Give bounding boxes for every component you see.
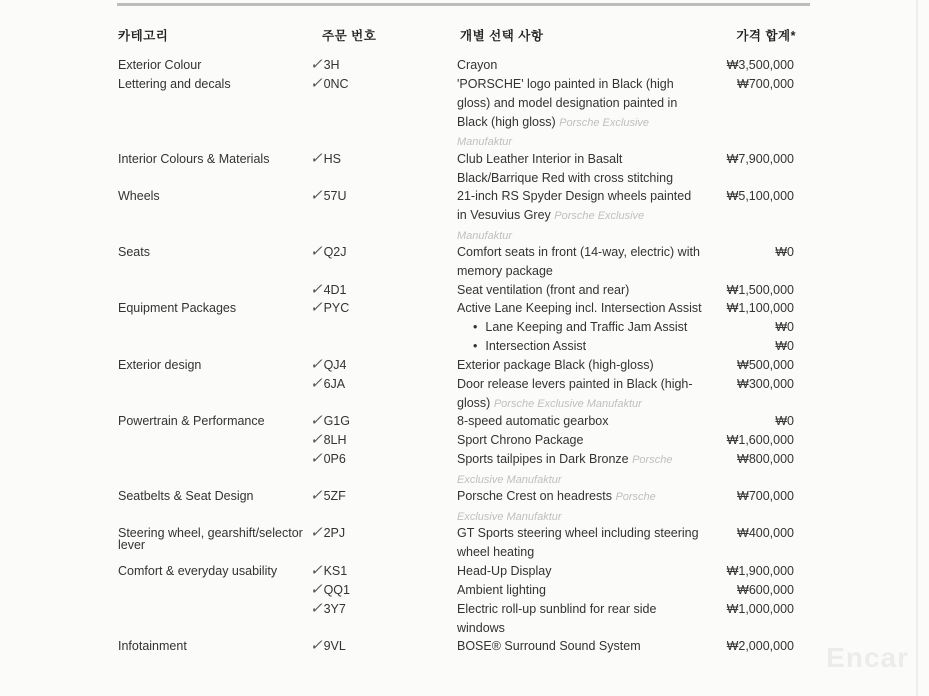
exclusive-manufaktur-note: Porsche Exclusive Manufaktur — [457, 116, 650, 149]
option-description-text: Seat ventilation (front and rear) — [457, 283, 630, 297]
option-description-text: Porsche Crest on headrests — [457, 489, 612, 503]
category-label: Interior Colours & Materials — [118, 152, 270, 166]
check-mark-icon: ✓ — [310, 75, 323, 92]
check-mark-icon: ✓ — [310, 150, 323, 167]
option-price: ₩600,000 — [737, 583, 794, 597]
option-description-text: BOSE® Surround Sound System — [457, 639, 641, 653]
option-code — [310, 562, 347, 581]
option-code-text: 2PJ — [323, 526, 346, 540]
category-label: Powertrain & Performance — [118, 414, 265, 428]
exclusive-manufaktur-note: Porsche Exclusive Manufaktur — [457, 454, 673, 486]
option-description — [457, 150, 702, 188]
option-code — [310, 431, 347, 450]
check-mark-icon: ✓ — [310, 487, 323, 504]
option-description-text: 8-speed automatic gearbox — [457, 414, 609, 428]
category-label: Equipment Packages — [118, 301, 237, 315]
option-code-text: 0NC — [323, 77, 349, 91]
option-description — [457, 581, 702, 600]
option-code-text: KS1 — [323, 564, 348, 578]
category-label: Wheels — [118, 189, 160, 203]
option-description — [457, 318, 718, 337]
option-description-text: Intersection Assist — [485, 339, 587, 353]
page-edge — [916, 0, 918, 696]
option-code-text: PYC — [323, 301, 350, 315]
option-description — [457, 75, 702, 152]
check-mark-icon: ✓ — [310, 356, 323, 373]
option-description-text: Ambient lighting — [457, 583, 546, 597]
option-code — [310, 375, 345, 394]
option-code — [310, 412, 350, 431]
option-code-text: 8LH — [323, 433, 347, 447]
option-price: ₩1,100,000 — [726, 301, 794, 315]
check-mark-icon: ✓ — [310, 431, 323, 448]
option-code — [310, 187, 347, 206]
exclusive-manufaktur-note: Porsche Exclusive Manufaktur — [493, 397, 642, 410]
option-code — [310, 581, 350, 600]
watermark-logo: Encar — [826, 642, 909, 673]
option-price: ₩0 — [775, 245, 794, 259]
check-mark-icon: ✓ — [310, 187, 323, 204]
check-mark-icon: ✓ — [310, 412, 323, 429]
category-label: Exterior Colour — [118, 58, 202, 72]
option-description — [457, 600, 702, 638]
check-mark-icon: ✓ — [310, 637, 323, 654]
option-code-text: 4D1 — [323, 283, 347, 297]
category-label: Seats — [118, 245, 150, 259]
option-description-text: Head-Up Display — [457, 564, 552, 578]
option-price: ₩700,000 — [737, 77, 794, 91]
category-label: Seatbelts & Seat Design — [118, 489, 254, 503]
option-price: ₩0 — [775, 414, 794, 428]
header-option: 개별 선택 사항 — [460, 29, 544, 43]
option-description — [457, 281, 702, 300]
option-code-text: 0P6 — [323, 452, 346, 466]
check-mark-icon: ✓ — [310, 243, 323, 260]
check-mark-icon: ✓ — [310, 281, 323, 298]
option-code-text: G1G — [323, 414, 350, 428]
check-mark-icon: ✓ — [310, 562, 323, 579]
option-code — [310, 524, 345, 543]
check-mark-icon: ✓ — [310, 524, 323, 541]
option-code-text: 3H — [323, 58, 340, 72]
option-price: ₩0 — [775, 339, 794, 353]
option-description-text: GT Sports steering wheel including steering wheel heating — [457, 526, 699, 559]
option-price: ₩5,100,000 — [726, 189, 794, 203]
exclusive-manufaktur-note: Porsche Exclusive Manufaktur — [457, 209, 645, 242]
option-description-text: 21-inch RS Spyder Design wheels painted in Vesuvius Grey — [457, 189, 692, 222]
option-price: ₩3,500,000 — [726, 58, 794, 72]
category-label: Comfort & everyday usability — [118, 564, 278, 578]
option-price: ₩300,000 — [737, 377, 794, 391]
option-code-text: QQ1 — [323, 583, 350, 597]
option-price: ₩0 — [775, 320, 794, 334]
option-description — [457, 299, 702, 318]
option-code — [310, 487, 346, 506]
header-code: 주문 번호 — [322, 29, 377, 43]
option-description-text: Sports tailpipes in Dark Bronze — [457, 452, 629, 466]
option-description — [457, 337, 718, 356]
option-code-text: 3Y7 — [323, 602, 346, 616]
option-price: ₩1,000,000 — [726, 602, 794, 616]
option-description — [457, 562, 702, 581]
option-description-text: Exterior package Black (high-gloss) — [457, 358, 654, 372]
option-code — [310, 356, 347, 375]
option-code — [310, 637, 346, 656]
option-code — [310, 243, 347, 262]
option-code-text: Q2J — [323, 245, 347, 259]
category-label: Lettering and decals — [118, 77, 231, 91]
option-price: ₩1,600,000 — [726, 433, 794, 447]
option-description-text: Sport Chrono Package — [457, 433, 584, 447]
option-code — [310, 600, 346, 619]
option-price: ₩500,000 — [737, 358, 794, 372]
option-description — [457, 450, 702, 490]
option-description — [457, 356, 702, 375]
option-code — [310, 56, 340, 75]
option-price: ₩800,000 — [737, 452, 794, 466]
option-description-text: Electric roll-up sunblind for rear side windows — [457, 602, 657, 635]
header-price: 가격 합계* — [736, 29, 796, 43]
category-label: Infotainment — [118, 639, 187, 653]
check-mark-icon: ✓ — [310, 299, 323, 316]
option-code-text: QJ4 — [323, 358, 347, 372]
exclusive-manufaktur-note: Porsche Exclusive Manufaktur — [457, 491, 656, 523]
option-code-text: 5ZF — [323, 489, 346, 503]
check-mark-icon: ✓ — [310, 375, 323, 392]
option-description-text: Club Leather Interior in Basalt Black/Barrique Red with cross stitching — [457, 152, 674, 185]
option-description-text: Lane Keeping and Traffic Jam Assist — [485, 320, 688, 334]
option-code-text: 57U — [323, 189, 347, 203]
option-description-text: Comfort seats in front (14-way, electric) with memory package — [457, 245, 700, 278]
option-description-text: Active Lane Keeping incl. Intersection Assist — [457, 301, 702, 315]
option-description — [457, 412, 702, 431]
option-code — [310, 75, 349, 94]
category-label: Exterior design — [118, 358, 202, 372]
option-price: ₩700,000 — [737, 489, 794, 503]
option-description-text: Door release levers painted in Black (high-gloss) — [457, 377, 693, 410]
option-description-text: Crayon — [457, 58, 498, 72]
option-description — [457, 243, 702, 281]
option-price: ₩1,900,000 — [726, 564, 794, 578]
check-mark-icon: ✓ — [310, 450, 323, 467]
check-mark-icon: ✓ — [310, 56, 323, 73]
option-code — [310, 450, 346, 469]
option-description — [457, 431, 702, 450]
option-code — [310, 299, 349, 318]
option-price: ₩2,000,000 — [726, 639, 794, 653]
option-price: ₩1,500,000 — [726, 283, 794, 297]
option-description — [457, 487, 702, 527]
option-description — [457, 375, 702, 414]
option-description — [457, 637, 702, 656]
option-price: ₩7,900,000 — [726, 152, 794, 166]
option-code — [310, 281, 347, 300]
option-price: ₩400,000 — [737, 526, 794, 540]
option-code-text: 6JA — [323, 377, 346, 391]
header-category: 카테고리 — [118, 29, 169, 43]
option-code — [310, 150, 341, 169]
option-code-text: HS — [323, 152, 341, 166]
option-code-text: 9VL — [323, 639, 346, 653]
check-mark-icon: ✓ — [310, 600, 323, 617]
category-label: Steering wheel, gearshift/selector lever — [118, 526, 303, 552]
option-description — [457, 524, 702, 562]
option-description — [457, 187, 702, 245]
check-mark-icon: ✓ — [310, 581, 323, 598]
option-description-text: 'PORSCHE' logo painted in Black (high gloss) and model designation painted in Black (high gloss) — [457, 77, 678, 129]
option-description — [457, 56, 702, 75]
